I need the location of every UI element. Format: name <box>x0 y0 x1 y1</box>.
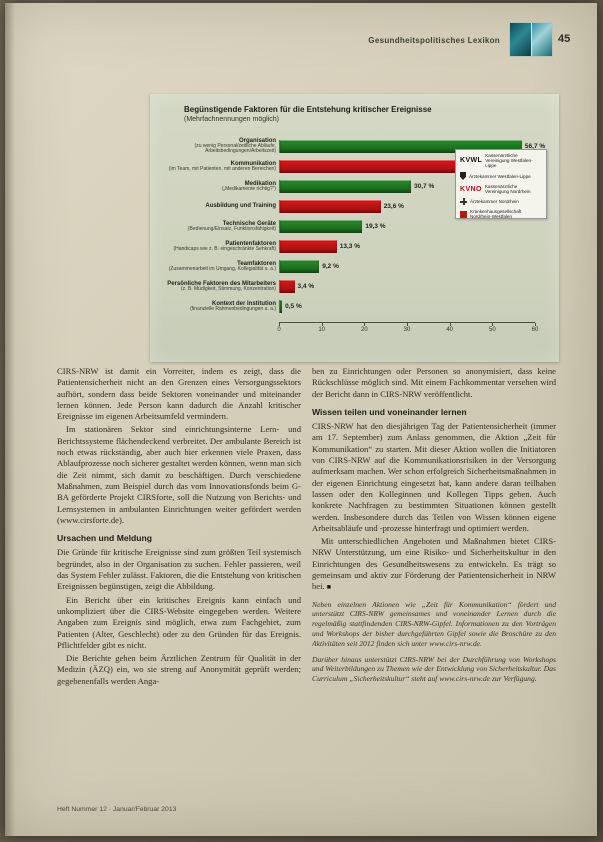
bar <box>280 260 319 273</box>
category-sublabel: (z. B. Müdigkeit, Stimmung, Konzentration) <box>180 285 276 292</box>
chart-subtitle: (Mehrfachnennungen möglich) <box>184 116 279 123</box>
logo-caption: Ärztekammer Nordrhein <box>470 199 519 204</box>
chart-bar-row <box>150 216 559 236</box>
category-label <box>150 261 279 272</box>
chart-bar-row <box>150 296 559 316</box>
logo-caption: Ärztekammer Westfalen-Lippe <box>469 173 531 179</box>
teaser-image-right <box>531 23 553 56</box>
bar-value-label: 19,3 % <box>365 222 386 230</box>
bar <box>280 160 457 173</box>
category-name: Teamfaktoren <box>237 260 276 267</box>
bar-value-label: 3,4 % <box>297 282 315 290</box>
bar-track <box>279 300 560 313</box>
logo-row <box>460 209 542 219</box>
logo-row <box>460 172 542 180</box>
axis-tick <box>535 323 536 326</box>
axis-tick-label: 0 <box>277 327 281 333</box>
category-name: Medikation <box>244 180 276 187</box>
paragraph: CIRS-NRW ist damit ein Vorreiter, indem es zeigt, dass die Patientensicherheit nicht an den Grenzen eines Versorgungssektors aufhört, sondern dass beide Sektoren voneinander und miteinander lernen können. Jede Person kann dadurch die Anzahl kritischer Ereignisse im eigenen Arbeitsumfeld vermindern. <box>57 366 301 422</box>
chart-bar-row <box>150 276 559 296</box>
axis-tick <box>407 323 408 326</box>
axis-tick-label: 60 <box>531 327 539 333</box>
subheading-ursachen: Ursachen und Meldung <box>57 533 153 544</box>
category-label <box>150 161 279 172</box>
bar-value-label: 30,7 % <box>413 182 435 190</box>
bar-value-label: 9,2 % <box>322 262 339 270</box>
paragraph: Die Berichte gehen beim Ärztlichen Zentrum für Qualität in der Medizin (ÄZQ) ein, wo sie streng auf Anonymität geprüft werden; gegebenenfalls werden Anga- <box>57 653 301 686</box>
article-column-left <box>57 366 301 800</box>
axis-tick <box>322 323 323 326</box>
teaser-image <box>509 22 553 57</box>
category-name: Kontext der Institution <box>212 300 276 307</box>
cross-logo <box>460 198 467 205</box>
category-name: Technische Geräte <box>222 220 276 227</box>
category-sublabel: (finanzielle Rahmenbedingungen u. a.) <box>190 305 276 312</box>
category-sublabel: (im Team, mit Patienten, mit anderen Bereichen) <box>168 165 276 172</box>
logo-caption: Kassenärztliche Vereinigung Westfalen-Lippe <box>485 153 533 168</box>
article-end-mark: ■ <box>326 583 332 592</box>
bar-track <box>279 240 560 253</box>
category-name: Persönliche Faktoren des Mitarbeiters <box>167 280 276 287</box>
paragraph: ben zu Einrichtungen oder Personen so anonymisiert, dass keine Rückschlüsse möglich sind. Mit einem Fachkommentar versehen wird der Bericht dann in CIRS-NRW veröffentlicht. <box>312 366 556 399</box>
kvno-logo: KVNO <box>460 185 482 193</box>
logo-row <box>460 153 542 168</box>
chart-bar-row <box>150 236 559 256</box>
axis-tick-label: 10 <box>318 327 325 333</box>
bar-track <box>279 260 560 273</box>
section-title: Gesundheitspolitisches Lexikon <box>368 36 500 45</box>
axis-tick <box>364 323 365 326</box>
chart-bar-row <box>150 256 559 276</box>
logo-row <box>460 198 542 205</box>
bar-track <box>279 220 560 233</box>
category-label <box>150 181 279 192</box>
category-label <box>150 301 279 312</box>
axis-tick <box>279 323 280 326</box>
bar-value-label: 13,3 % <box>339 242 360 250</box>
category-sublabel: (Zusammenarbeit im Umgang, Kollegialität u. a.) <box>168 265 276 272</box>
square-logo <box>460 211 467 218</box>
paragraph <box>312 536 556 593</box>
bar <box>280 200 381 213</box>
bar-value-label: 56,7 % <box>524 142 546 150</box>
note-paragraph: Neben einzelnen Aktionen wie „Zeit für Kommunikation“ fördert und unterstützt CIRS-NRW gemeinsames und voneinander Lernen durch die regelmäßig stattfindenden CIRS-NRW-Gipfel. Informationen zu den Vorträgen und Workshops der bisher durchgeführten Gipfel sowie die Broschüre zu den Aktivitäten seit 2012 finden sich unter www.cirs-nrw.de. <box>312 599 556 648</box>
paragraph: CIRS-NRW hat den diesjährigen Tag der Patientensicherheit (immer am 17. September) zum Anlass genommen, die Aktion „Zeit für Kommunikation“ zu starten. Mit dieser Aktion wollen die Initiatoren von CIRS-NRW auf die Kommunikationsrisiken in der Versorgung aufmerksam machen. Wer schon erfolgreich Sicherheitsmaßnahmen in der eigenen Einrichtung eingesetzt hat, kann andere daran teilhaben lassen oder den Kolleginnen und Kollegen Tipps geben. Auch konkrete Nachfragen zu bestimmten Situationen können gestellt werden. Insbesondere durch das Teilen von Wissen können eigene Arbeitsabläufe und -prozesse hinterfragt und optimiert werden. <box>312 421 556 533</box>
axis-tick <box>492 323 493 326</box>
category-name: Organisation <box>238 138 276 144</box>
paragraph: Im stationären Sektor sind einrichtungsinterne Lern- und Berichtssysteme flächendeckend verbreitet. Der ambulante Bereich ist noch etwas rückständig, aber auch hier erkennen viele Praxen, dass Ablaufprozesse noch sicherer gestaltet werden können, wenn man sich die Zeit nimmt, sich damit zu beschäftigen. Durch verschiedene Maßnahmen, zum Beispiel durch das vom Innovationsfonds beim G-BA geförderte Projekt CIRSforte, soll die Nutzung von Berichts- und Lernsystemen in ambulanten Einrichtungen weiter gefördert werden (www.cirsforte.de). <box>57 424 301 525</box>
chart-x-axis <box>277 322 539 333</box>
category-sublabel: (Handicaps wie z. B. eingeschränkte Sehkraft) <box>173 245 276 252</box>
bar-chart-panel <box>150 94 559 362</box>
kvwl-logo: KVWL <box>460 157 483 164</box>
bar <box>280 180 411 193</box>
page-gutter-shadow <box>5 3 15 836</box>
paragraph: Die Gründe für kritische Ereignisse sind zum größten Teil systemisch begründet, also in der Organisation zu suchen. Fehler passieren, weil das System Fehler zulässt. Faktoren, die die Entstehung von kritischen Ereignissen begünstigen, zeigt die Abbildung. <box>57 547 301 592</box>
logo-caption: Kassenärztliche Vereinigung Nordrhein <box>484 184 531 194</box>
bar-value-label: 0,5 % <box>285 302 302 310</box>
page-number: 45 <box>558 33 571 45</box>
logo-caption: Krankenhausgesellschaft Nordrhein-Westfalen <box>470 209 522 219</box>
category-sublabel: („Medikamente richtig?“) <box>221 185 276 192</box>
note-paragraph: Darüber hinaus unterstützt CIRS-NRW bei der Durchführung von Workshops und Weiterbildungen zu Themen wie der Entwicklung von Sicherheitskultur. Das Curriculum „Sicherheitskultur“ steht auf www.cirs-nrw.de zur Verfügung. <box>312 654 556 684</box>
bar <box>280 280 295 293</box>
teaser-image-left <box>510 23 531 56</box>
axis-tick-label: 30 <box>403 327 411 333</box>
category-label <box>150 221 279 232</box>
category-label <box>150 203 279 209</box>
chart-title: Begünstigende Faktoren für die Entstehung kritischer Ereignisse <box>184 105 432 114</box>
bar-value-label: 23,6 % <box>383 202 404 210</box>
axis-tick-label: 20 <box>360 327 368 333</box>
bar <box>280 220 362 233</box>
category-label <box>150 281 279 292</box>
bar <box>280 300 282 313</box>
partner-logos-box <box>455 149 547 219</box>
bar <box>280 240 337 253</box>
axis-tick-label: 40 <box>446 327 453 333</box>
category-label <box>150 138 279 154</box>
category-label <box>150 241 279 252</box>
bar-track <box>279 280 560 293</box>
category-sublabel: (zu wenig Personal/zeitliche Abläufe, Arbeitsbedingungen/Arbeitszeit) <box>194 143 276 154</box>
category-name: Ausbildung und Training <box>205 203 276 209</box>
category-name: Patientenfaktoren <box>225 240 276 247</box>
axis-tick-label: 50 <box>488 327 496 333</box>
axis-tick <box>450 323 451 326</box>
paragraph: Ein Bericht über ein kritisches Ereignis kann einfach und unkompliziert über die CIRS-Website eingegeben werden. Weitere Angaben zum Ereignis sind möglich, etwa zum Fachgebiet, zum Patienten (Alter, Geschlecht) oder zu den Gründen für das Ereignis. Pflichtfelder gibt es nicht. <box>57 594 301 650</box>
subheading-wissen-teilen: Wissen teilen und voneinander lernen <box>312 406 467 417</box>
article-column-right <box>312 366 556 800</box>
paragraph-text: Mit unterschiedlichen Angeboten und Maßnahmen bietet CIRS-NRW Unterstützung, um eine Risiko- und Sicherheitskultur in den Einrichtungen des Gesundheitswesens zu entwickeln. Es trägt so gemeinsam und aktiv zur Förderung der Patientensicherheit in NRW bei. <box>312 536 556 592</box>
category-sublabel: (Bedienung/Einsatz, Funktionsfähigkeit) <box>187 225 276 232</box>
page-footer: Heft Nummer 12 · Januar/Februar 2013 <box>57 806 177 813</box>
category-name: Kommunikation <box>230 160 276 167</box>
logo-row <box>460 184 542 194</box>
shield-logo <box>460 172 466 180</box>
